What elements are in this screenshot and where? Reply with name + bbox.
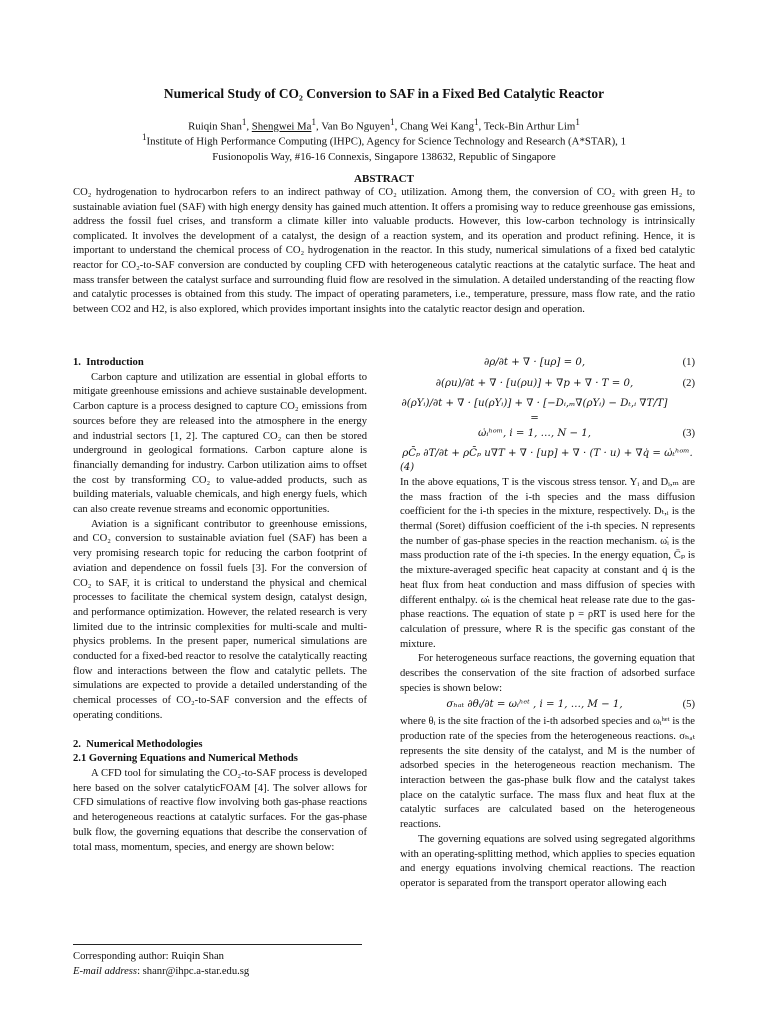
equation-3-continued: ω̇ᵢʰᵒᵐ, i = 1, …, N − 1, (3) <box>478 427 695 439</box>
paragraph: The governing equations are solved using segregated algorithms with an operating-splitting method, which applies to species equation and energy equations involving chemical reactions. The reaction operator is separated from the transport operator allowing each <box>400 833 695 889</box>
paragraph: In the above equations, T is the viscous stress tensor. Yᵢ and Dᵢ,ₘ are the mass fraction of the i-th species and the mass diffusion coefficient for the i-th species in the mixture, respectively. Dₜ,ᵢ is the thermal (Soret) diffusion coefficient of the i-th species. N represents the number of gas-phase species in the reaction mechanism. ω̇ᵢ is the mass production rate of the i-th species. In the energy equation, C̄ₚ is the mixture-averaged specific heat capacity at constant and q̇ is the heat flux from heat conduction and mass diffusion of species with different enthalpy. ω̇ₜ is the chemical heat release rate due to the gas-phase reactions. The equation of state p = ρRT is used here for the calculation of pressure, where R is the specific gas constant of the mixture. <box>400 476 695 650</box>
equation-5: σₕₐₜ ∂θᵢ/∂t = ωᵢʰᵉᵗ , i = 1, …, M − 1, (5) <box>446 699 695 711</box>
author-list: Ruiqin Shan$^1$, Shengwei Ma$^1$, Van Bo Nguyen$^1$, Chang Wei Kang$^1$, Teck-Bin Arthur Lim$^1$ <box>188 117 580 133</box>
affiliation: $^1$Institute of High Performance Computing (IHPC), Agency for Science Technology and Research (A*STAR), 1 Fusionopolis Way, #16-16 Connexis, Singapore 138632, Republic of Singapore <box>142 132 626 164</box>
right-column <box>400 356 695 892</box>
equation-3: ∂(ρYᵢ)/∂t + ∇ · [u(ρYᵢ)] + ∇ · [−Dᵢ,ₘ∇(ρYᵢ) − Dₜ,ᵢ ∇T/T] = <box>401 398 668 425</box>
paragraph: A CFD tool for simulating the CO₂-to-SAF process is developed here based on the solver catalyticFOAM [4]. The solver allows for CFD simulations of reactive flow involving both gas-phase reactions and heterogeneous reactions at catalytic surfaces. For the gas-phase bulk flow, the governing equations that describe the conservation of total mass, momentum, species, and energy are shown below: <box>73 767 367 853</box>
abstract-text: CO₂ hydrogenation to hydrocarbon refers to an indirect pathway of CO₂ utilization. Among them, the conversion of CO₂ with green H₂ to sustainable aviation fuel (SAF) with high energy density has gained much attention. It offers a promising way to reduce greenhouse gas emissions, address the fossil fuel crises, and transform a climate killer into valuable products. However, this low-carbon technology is intrinsically complicated. It involves the development of a catalyst, the design of a reaction system, and its operation and product refining. Hence, it is important to understand the chemical process of CO₂ hydrogenation in the reactor. In this study, numerical simulations of a fixed bed catalytic reactor for CO₂-to-SAF conversion are conducted by coupling CFD with heterogeneous catalytic reactions at the catalytic surface. The heat and mass transfer between the catalyst surface and surrounding fluid flow are resolved in the simulation. A detailed understanding of the reacting flow and catalytic processes is obtained from this study. The impact of operating parameters, i.e., temperature, pressure, mass flow rate, and the ratio between CO2 and H2, is also explored, which provides important insights into the catalytic reactor design and operation. <box>73 187 695 315</box>
author-name: Chang Wei Kang <box>400 120 474 133</box>
section-heading-methodologies: 2. Numerical Methodologies <box>73 738 203 750</box>
author-name: Teck-Bin Arthur Lim <box>483 120 576 133</box>
equation-4: ρC̄ₚ ∂T/∂t + ρC̄ₚ u∇T + ∇ · [up] + ∇ · (T · u) + ∇q̇ = ω̇ₜʰᵒᵐ. <box>402 447 693 459</box>
equation-2: ∂(ρu)/∂t + ∇ · [u(ρu)] + ∇p + ∇ · T = 0, (2) <box>435 377 695 389</box>
paragraph: Aviation is a significant contributor to greenhouse emissions, and CO₂ conversion to sustainable aviation fuel (SAF) has been a very promising research topic for reducing the carbon footprint of aviation and dependence on fossil fuels [3]. For the conversion of CO₂ to SAF, it is critical to understand the physical and chemical processes to facilitate the chemical system design, catalyst design, and performance optimization. However, the related research is very limited due to the intrinsic complexities for multi-scale and multi-physics problems. In the present paper, numerical simulations are conducted for a fixed-bed reactor to resolve the catalytically reacting flow and interactions between the flow and catalytic pellets. The simulations are expected to provide a detailed understanding of the chemical processes of CO₂-to-SAF conversion and the effects of operating conditions. <box>73 518 367 721</box>
paragraph: where θᵢ is the site fraction of the i-th adsorbed species and ωᵢʰᵉᵗ is the production rate of the species from the heterogeneous reactions. σₕₐₜ represents the site density of the catalyst, and M is the number of adsorbed species in the heterogeneous reaction mechanism. The interaction between the gas-phase bulk flow and the catalyst takes place on the catalytic surface. The mass flux and heat flux at the catalytic surfaces are calculated based on the heterogeneous reactions. <box>400 716 695 831</box>
section-heading-introduction: 1. Introduction <box>73 357 144 368</box>
paper-title: Numerical Study of CO₂ Conversion to SAF in a Fixed Bed Catalytic Reactor <box>163 86 605 101</box>
abstract-heading: ABSTRACT <box>354 173 414 185</box>
corresponding-author: Corresponding author: Ruiqin Shan <box>73 951 224 962</box>
author-name: Van Bo Nguyen <box>321 120 391 133</box>
equation-1: ∂ρ/∂t + ∇ · [uρ] = 0, (1) <box>483 357 695 368</box>
left-column <box>73 356 367 855</box>
footnote <box>73 950 249 979</box>
author-name-presenting: Shengwei Ma <box>251 120 312 133</box>
footnote-divider <box>73 944 362 945</box>
subsection-heading: 2.1 Governing Equations and Numerical Methods <box>73 753 298 765</box>
paragraph: For heterogeneous surface reactions, the governing equation that describes the conservation of the site fraction of adsorbed surface species is shown below: <box>400 653 695 694</box>
email-link[interactable]: shanr@ihpc.a-star.edu.sg <box>142 965 250 977</box>
equation-4-number: (4) <box>400 462 415 474</box>
author-name: Ruiqin Shan <box>188 120 242 133</box>
paragraph: Carbon capture and utilization are essential in global efforts to mitigate greenhouse emissions and achieve sustainable development. Carbon capture is a process designed to capture CO₂ emissions from sources before they are released into the atmosphere in the energy and industrial sectors [1, 2]. The captured CO₂ can then be stored underground in geological formations. Carbon capture alone is financially demanding for industry. Carbon utilization aims to offset the cost by transforming CO₂ to value-added products, such as building materials, valuable chemicals, and high energy fuels, which can also create revenue streams and economic opportunities. <box>73 371 367 516</box>
email-line: E-mail address: shanr@ihpc.a-star.edu.sg <box>73 965 250 977</box>
